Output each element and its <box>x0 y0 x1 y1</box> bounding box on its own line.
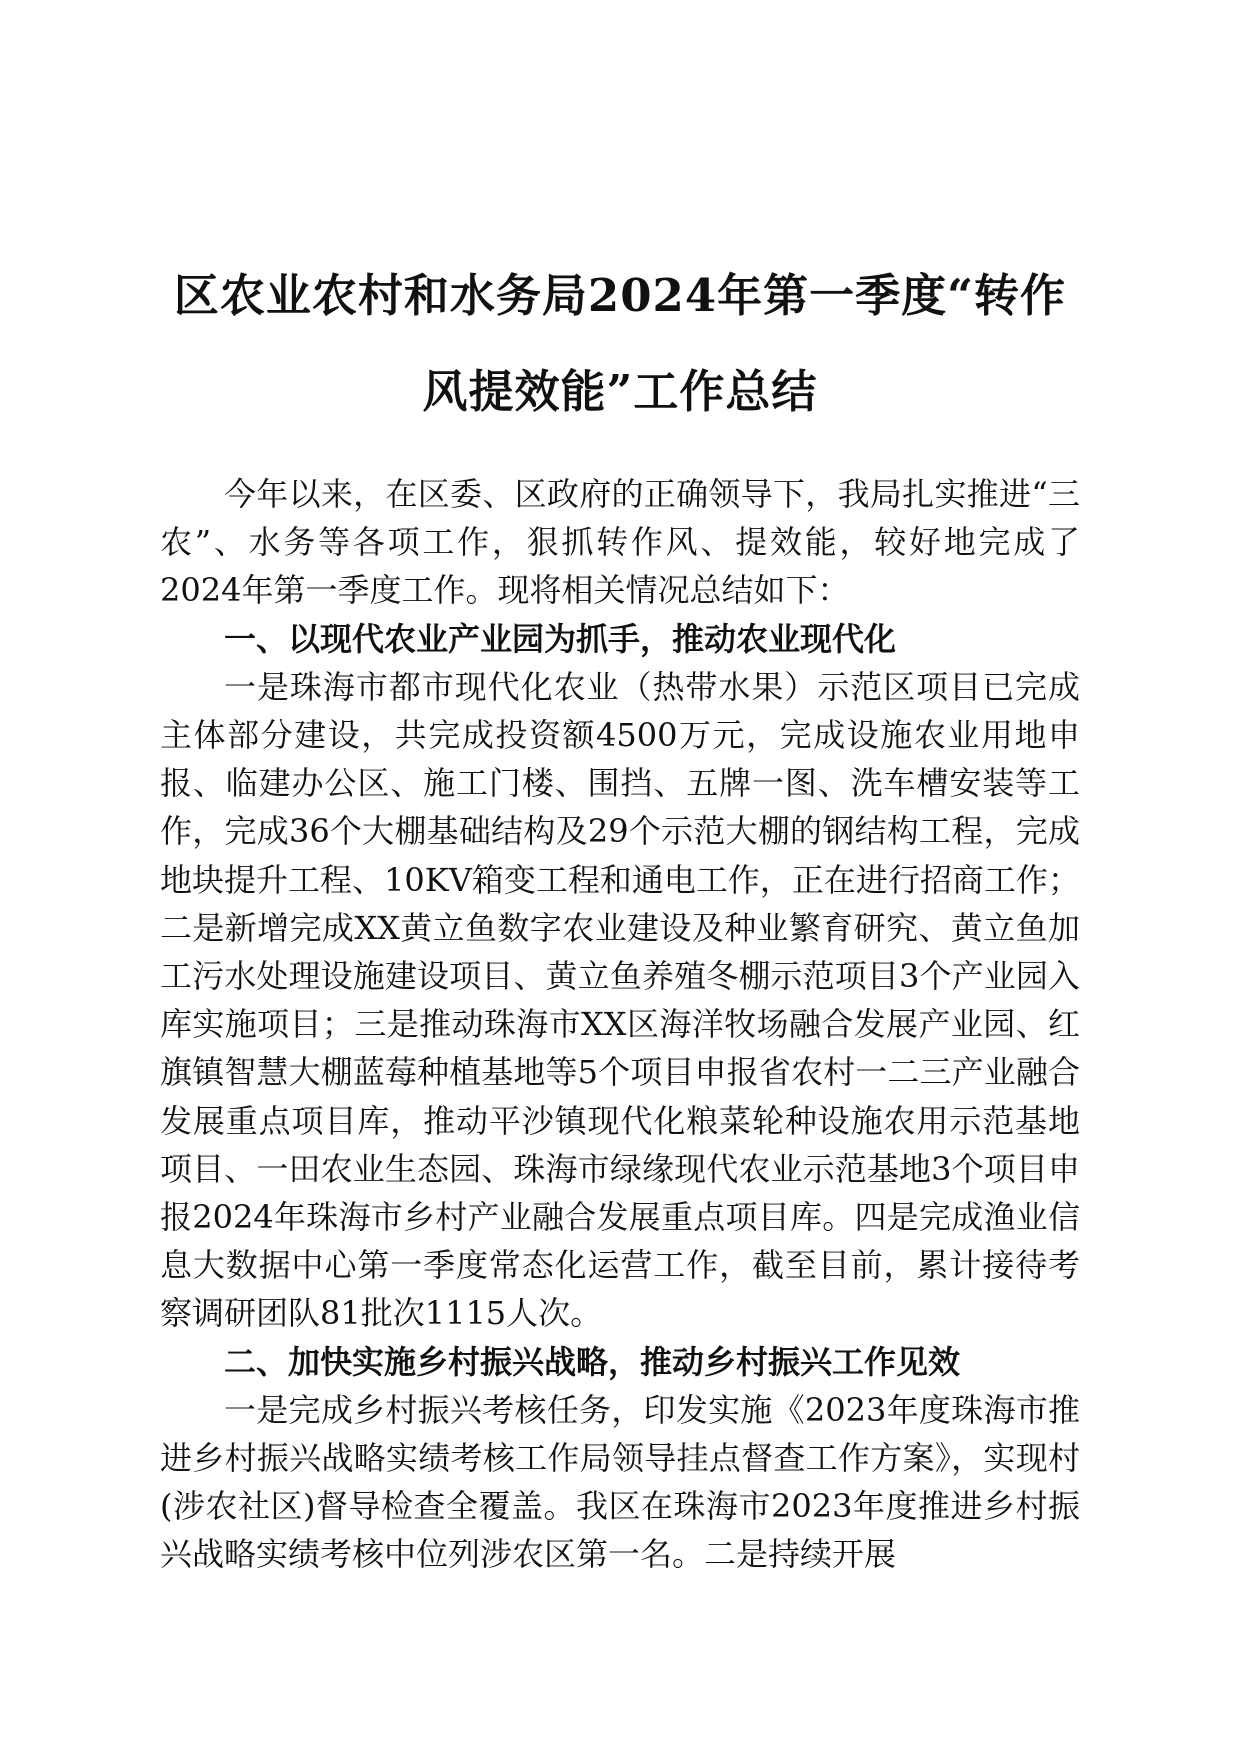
title-line-2: 风提效能”工作总结 <box>422 365 818 418</box>
section-2-heading: 二、加快实施乡村振兴战略，推动乡村振兴工作见效 <box>224 1342 961 1381</box>
title-line-1: 区农业农村和水务局2024年第一季度“转作 <box>173 269 1067 322</box>
section-2-paragraph: 一是完成乡村振兴考核任务，印发实施《2023年度珠海市推进乡村振兴战略实绩考核工作局领导挂点督查工作方案》，实现村(涉农社区)督导检查全覆盖。我区在珠海市2023年度推进乡村振兴战略实绩考核中位列涉农区第一名。二是持续开展 <box>160 1390 1080 1574</box>
document-title <box>150 248 1090 440</box>
section-1-paragraph: 一是珠海市都市现代化农业（热带水果）示范区项目已完成主体部分建设，共完成投资额4500万元，完成设施农业用地申报、临建办公区、施工门楼、围挡、五牌一图、洗车槽安装等工作，完成36个大棚基础结构及29个示范大棚的钢结构工程，完成地块提升工程、10KV箱变工程和通电工作，正在进行招商工作；二是新增完成XX黄立鱼数字农业建设及种业繁育研究、黄立鱼加工污水处理设施建设项目、黄立鱼养殖冬棚示范项目3个产业园入库实施项目；三是推动珠海市XX区海洋牧场融合发展产业园、红旗镇智慧大棚蓝莓种植基地等5个项目申报省农村一二三产业融合发展重点项目库，推动平沙镇现代化粮菜轮种设施农用示范基地项目、一田农业生态园、珠海市绿缘现代农业示范基地3个项目申报2024年珠海市乡村产业融合发展重点项目库。四是完成渔业信息大数据中心第一季度常态化运营工作，截至目前，累计接待考察调研团队81批次1115人次。 <box>160 667 1080 1333</box>
document-body <box>160 470 1080 1579</box>
intro-paragraph: 今年以来，在区委、区政府的正确领导下，我局扎实推进“三农”、水务等各项工作，狠抓转作风、提效能，较好地完成了2024年第一季度工作。现将相关情况总结如下： <box>160 475 1080 610</box>
section-1-heading: 一、以现代农业产业园为抓手，推动农业现代化 <box>224 619 897 658</box>
